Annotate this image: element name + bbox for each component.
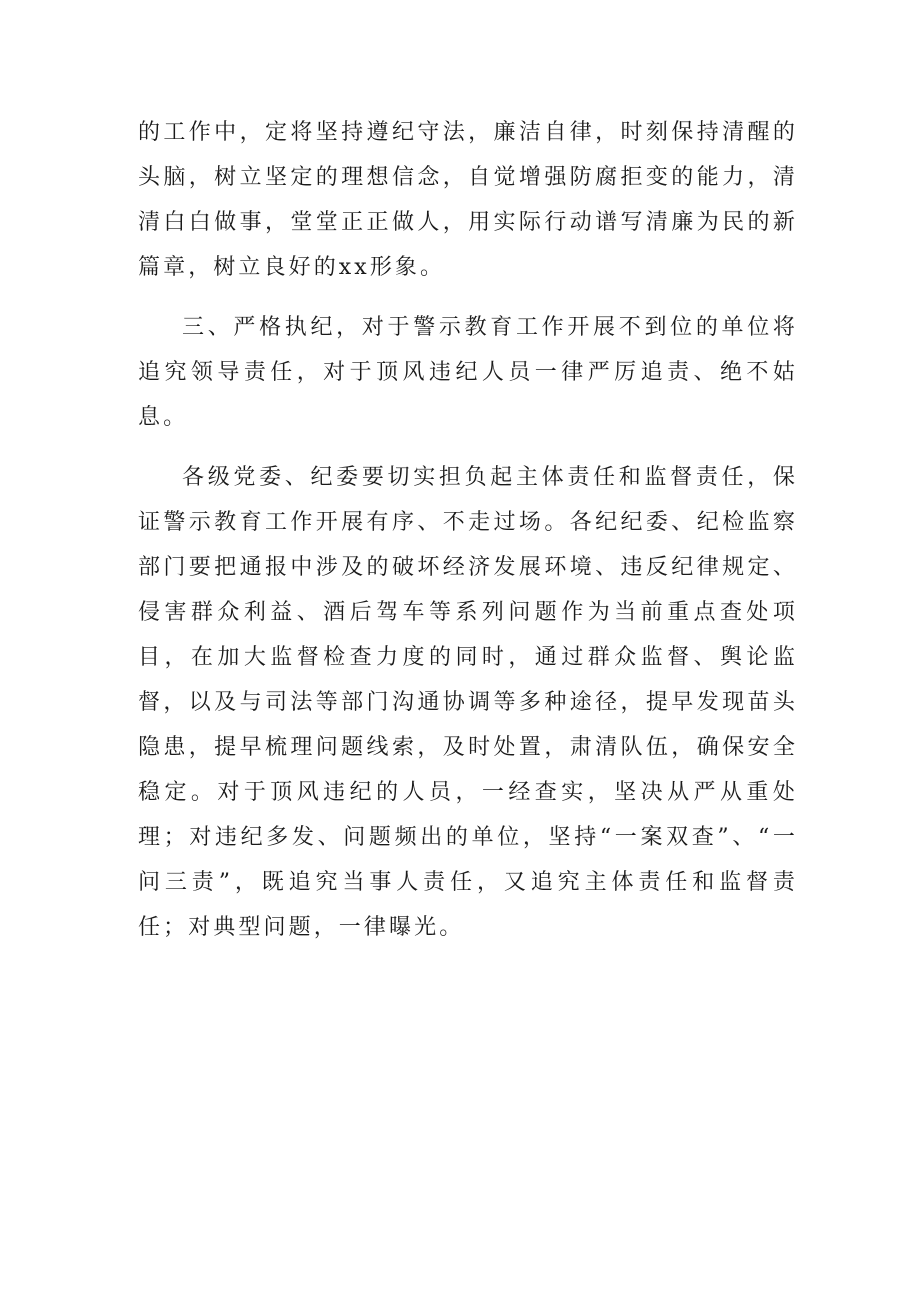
paragraph-continuation: 的工作中，定将坚持遵纪守法，廉洁自律，时刻保持清醒的头脑，树立坚定的理想信念，自觉增强防腐拒变的能力，清清白白做事，堂堂正正做人，用实际行动谱写清廉为民的新篇章，树立良好的xx形象。 bbox=[138, 120, 798, 280]
document-body bbox=[138, 110, 798, 950]
paragraph-section-three: 三、严格执纪，对于警示教育工作开展不到位的单位将追究领导责任，对于顶风违纪人员一律严厉追责、绝不姑息。 bbox=[138, 315, 798, 430]
paragraph-responsibilities: 各级党委、纪委要切实担负起主体责任和监督责任，保证警示教育工作开展有序、不走过场。各纪纪委、纪检监察部门要把通报中涉及的破坏经济发展环境、违反纪律规定、侵害群众利益、酒后驾车等系列问题作为当前重点查处项目，在加大监督检查力度的同时，通过群众监督、舆论监督，以及与司法等部门沟通协调等多种途径，提早发现苗头隐患，提早梳理问题线索，及时处置，肃清队伍，确保安全稳定。对于顶风违纪的人员，一经查实，坚决从严从重处理；对违纪多发、问题频出的单位，坚持“一案双查”、“一问三责”，既追究当事人责任，又追究主体责任和监督责任；对典型问题，一律曝光。 bbox=[138, 465, 798, 940]
